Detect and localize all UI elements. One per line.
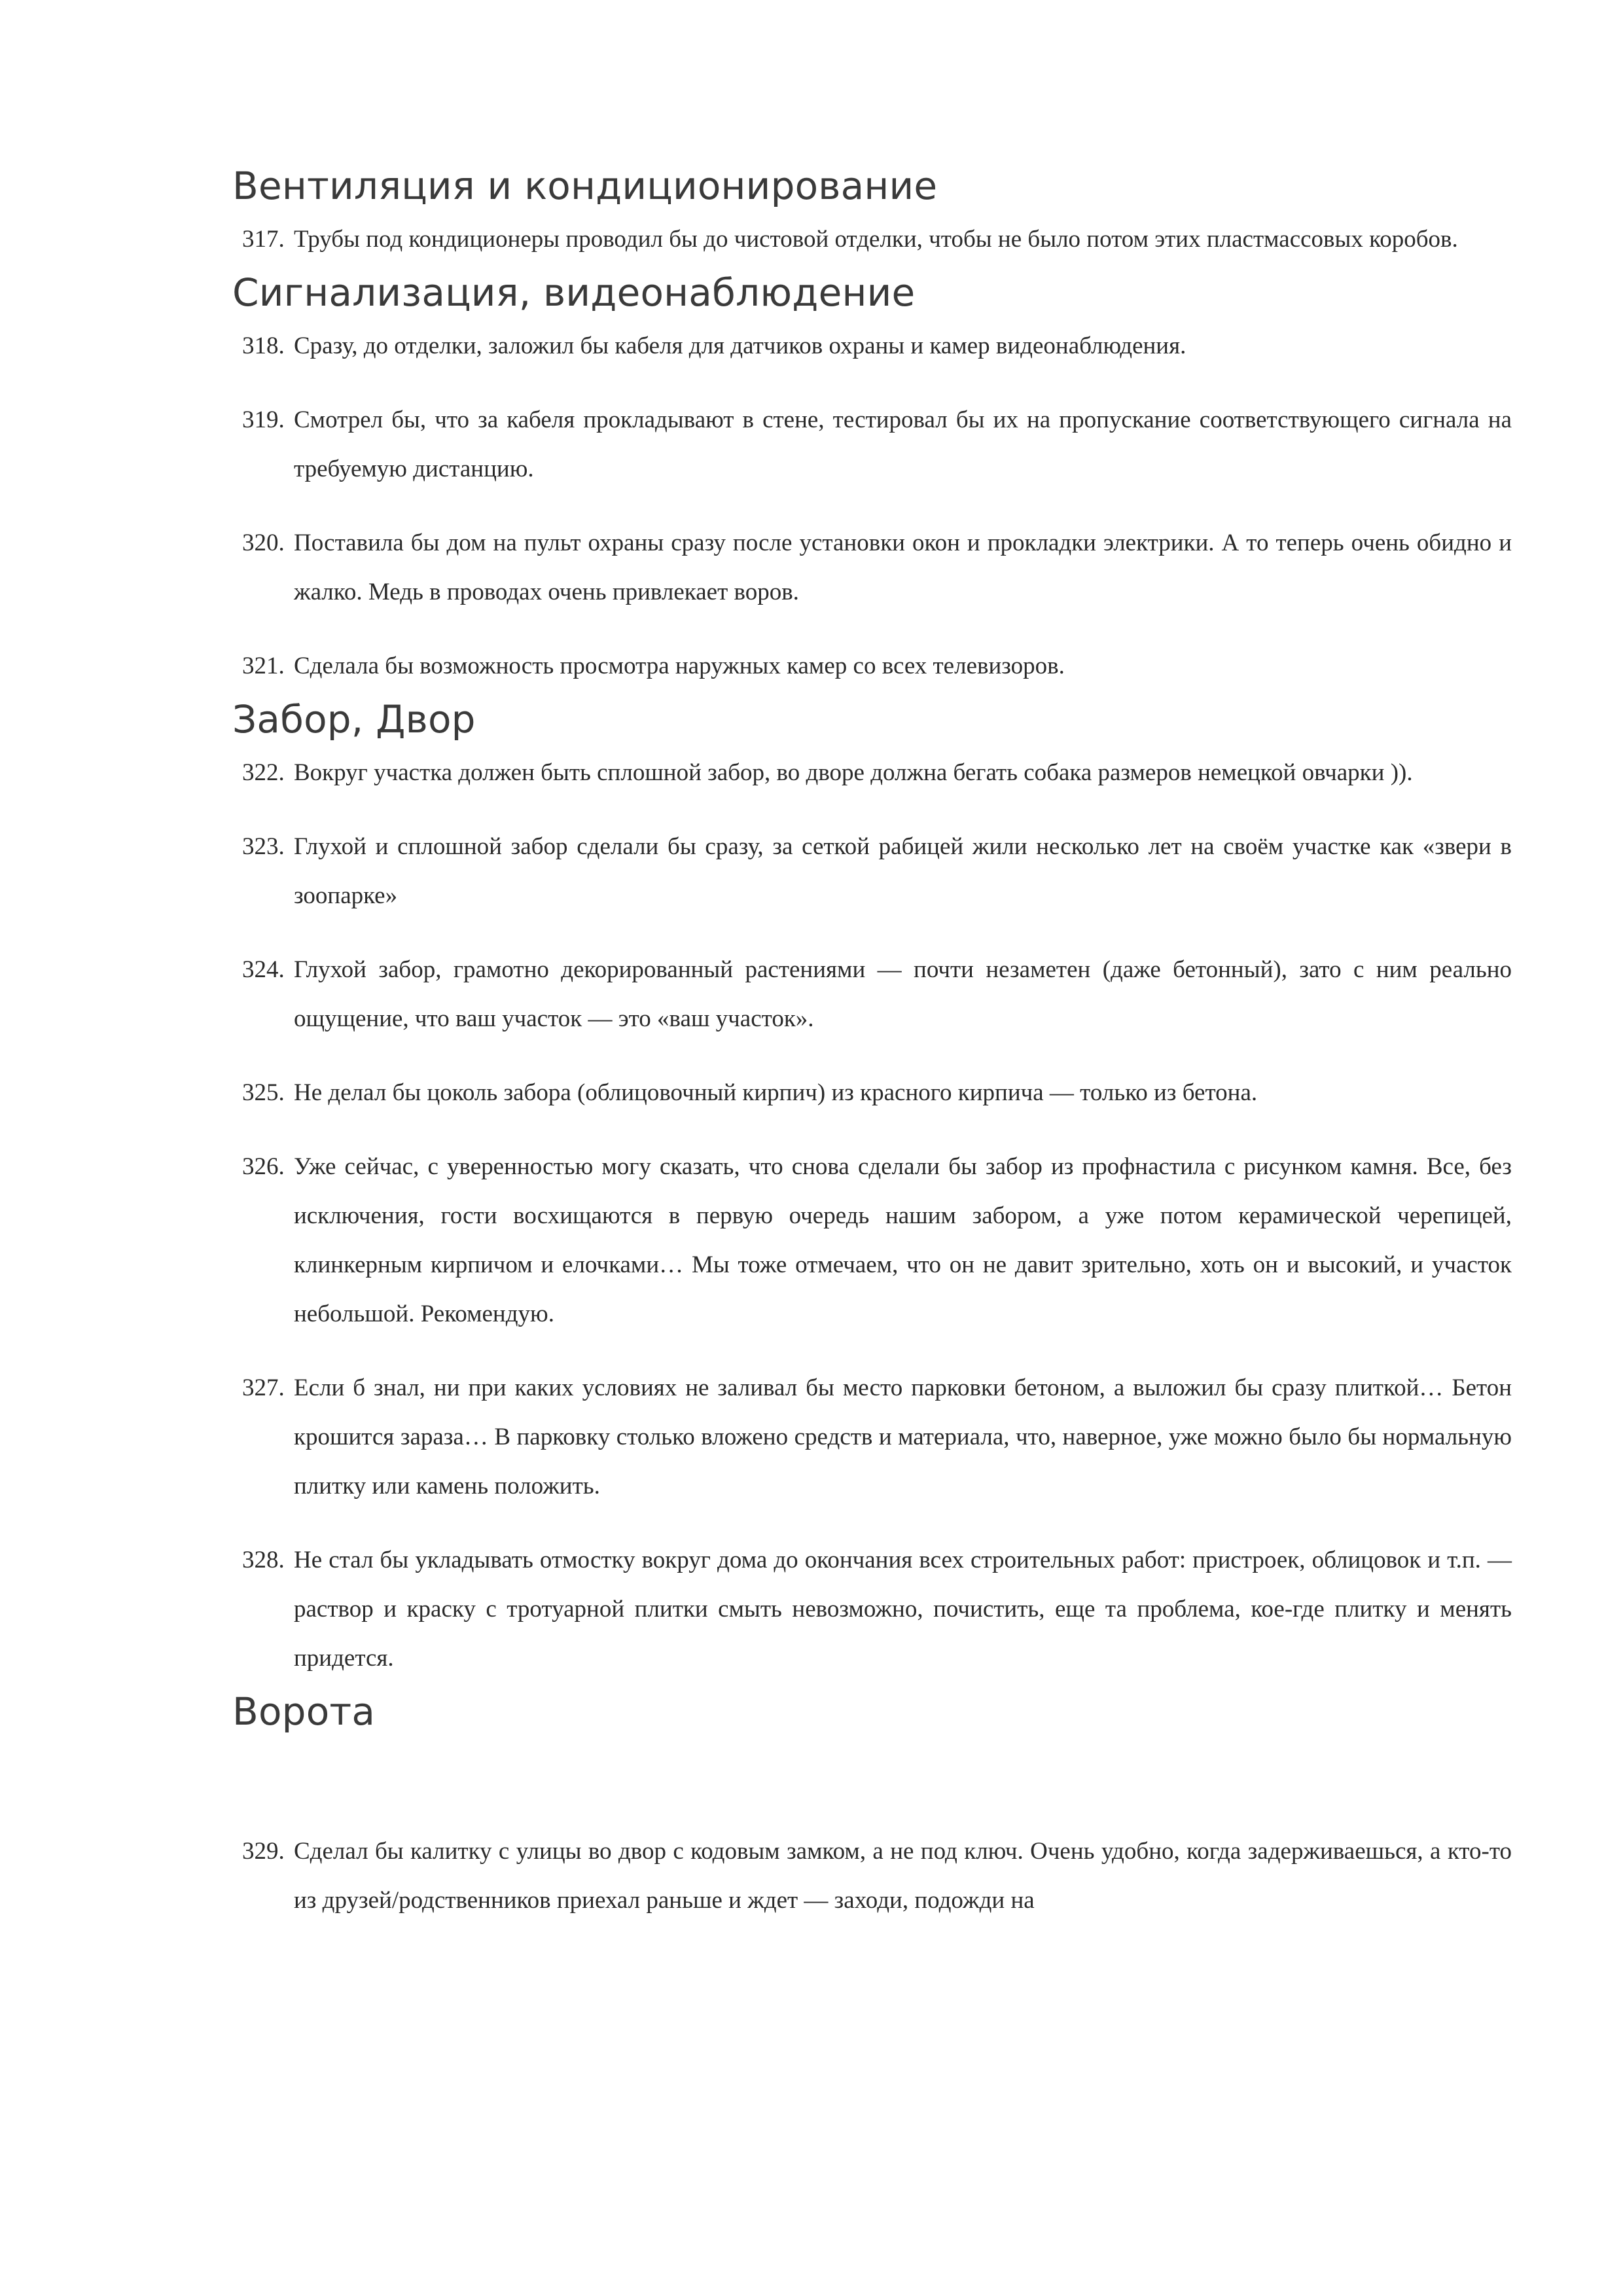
item-text: Трубы под кондиционеры проводил бы до чистовой отделки, чтобы не было потом этих пластмассовых коробов. xyxy=(294,226,1458,253)
section-title-fence-yard: Забор, Двор xyxy=(232,697,476,742)
list-item xyxy=(232,1827,1512,1925)
list-item xyxy=(232,321,1512,370)
item-number: 318. xyxy=(242,332,285,359)
item-text: Если б знал, ни при каких условиях не заливал бы место парковки бетоном, а выложил бы сразу плиткой… Бетон крошится зараза… В парковку столько вложено средств и материала, что, наверное, уже можно было бы нормальную плитку или камень положить. xyxy=(294,1374,1512,1499)
item-number: 321. xyxy=(242,653,285,679)
list-item xyxy=(232,215,1512,264)
list-item xyxy=(232,1535,1512,1683)
item-number: 320. xyxy=(242,529,285,556)
list-item xyxy=(232,945,1512,1043)
list-item xyxy=(232,1363,1512,1511)
list-item xyxy=(232,641,1512,691)
item-text: Не делал бы цоколь забора (облицовочный кирпич) из красного кирпича — только из бетона. xyxy=(294,1079,1258,1106)
item-number: 329. xyxy=(242,1838,285,1865)
section-title-ventilation: Вентиляция и кондиционирование xyxy=(232,164,938,208)
list-item xyxy=(232,1142,1512,1338)
item-number: 328. xyxy=(242,1547,285,1573)
item-text: Уже сейчас, с уверенностью могу сказать, что снова сделали бы забор из профнастила с рисунком камня. Все, без исключения, гости восхищаются в первую очередь нашим забором, а уже потом керамической черепицей, клинкерным кирпичом и елочками… Мы тоже отмечаем, что он не давит зрительно, хоть он и высокий, и участок небольшой. Рекомендую. xyxy=(294,1153,1512,1327)
list-item xyxy=(232,748,1512,797)
item-text: Вокруг участка должен быть сплошной забор, во дворе должна бегать собака размеров немецкой овчарки )). xyxy=(294,759,1413,786)
item-number: 326. xyxy=(242,1153,285,1180)
section-title-gates: Ворота xyxy=(232,1689,376,1734)
item-text: Глухой и сплошной забор сделали бы сразу, за сеткой рабицей жили несколько лет на своём участке как «звери в зоопарке» xyxy=(294,833,1512,909)
item-text: Глухой забор, грамотно декорированный растениями — почти незаметен (даже бетонный), зато с ним реально ощущение, что ваш участок — это «ваш участок». xyxy=(294,956,1512,1032)
list-item xyxy=(232,1068,1512,1117)
item-number: 327. xyxy=(242,1374,285,1401)
item-number: 322. xyxy=(242,759,285,786)
item-text: Не стал бы укладывать отмостку вокруг дома до окончания всех строительных работ: пристроек, облицовок и т.п. — раствор и краску с тротуарной плитки смыть невозможно, почистить, еще та проблема, кое-где плитку и менять придется. xyxy=(294,1547,1512,1672)
list-item xyxy=(232,395,1512,493)
item-number: 325. xyxy=(242,1079,285,1106)
item-text: Поставила бы дом на пульт охраны сразу после установки окон и прокладки электрики. А то теперь очень обидно и жалко. Медь в проводах очень привлекает воров. xyxy=(294,529,1512,605)
item-number: 324. xyxy=(242,956,285,983)
list-item xyxy=(232,822,1512,920)
item-text: Сделал бы калитку с улицы во двор с кодовым замком, а не под ключ. Очень удобно, когда задерживаешься, а кто-то из друзей/родственников приехал раньше и ждет — заходи, подожди на xyxy=(294,1838,1512,1914)
item-text: Сделала бы возможность просмотра наружных камер со всех телевизоров. xyxy=(294,653,1065,679)
item-number: 323. xyxy=(242,833,285,860)
item-number: 319. xyxy=(242,406,285,433)
item-text: Сразу, до отделки, заложил бы кабеля для датчиков охраны и камер видеонаблюдения. xyxy=(294,332,1186,359)
section-title-security: Сигнализация, видеонаблюдение xyxy=(232,270,916,315)
item-number: 317. xyxy=(242,226,285,253)
item-text: Смотрел бы, что за кабеля прокладывают в стене, тестировал бы их на пропускание соответствующего сигнала на требуемую дистанцию. xyxy=(294,406,1512,482)
list-item xyxy=(232,518,1512,617)
document-body xyxy=(232,162,1512,1925)
